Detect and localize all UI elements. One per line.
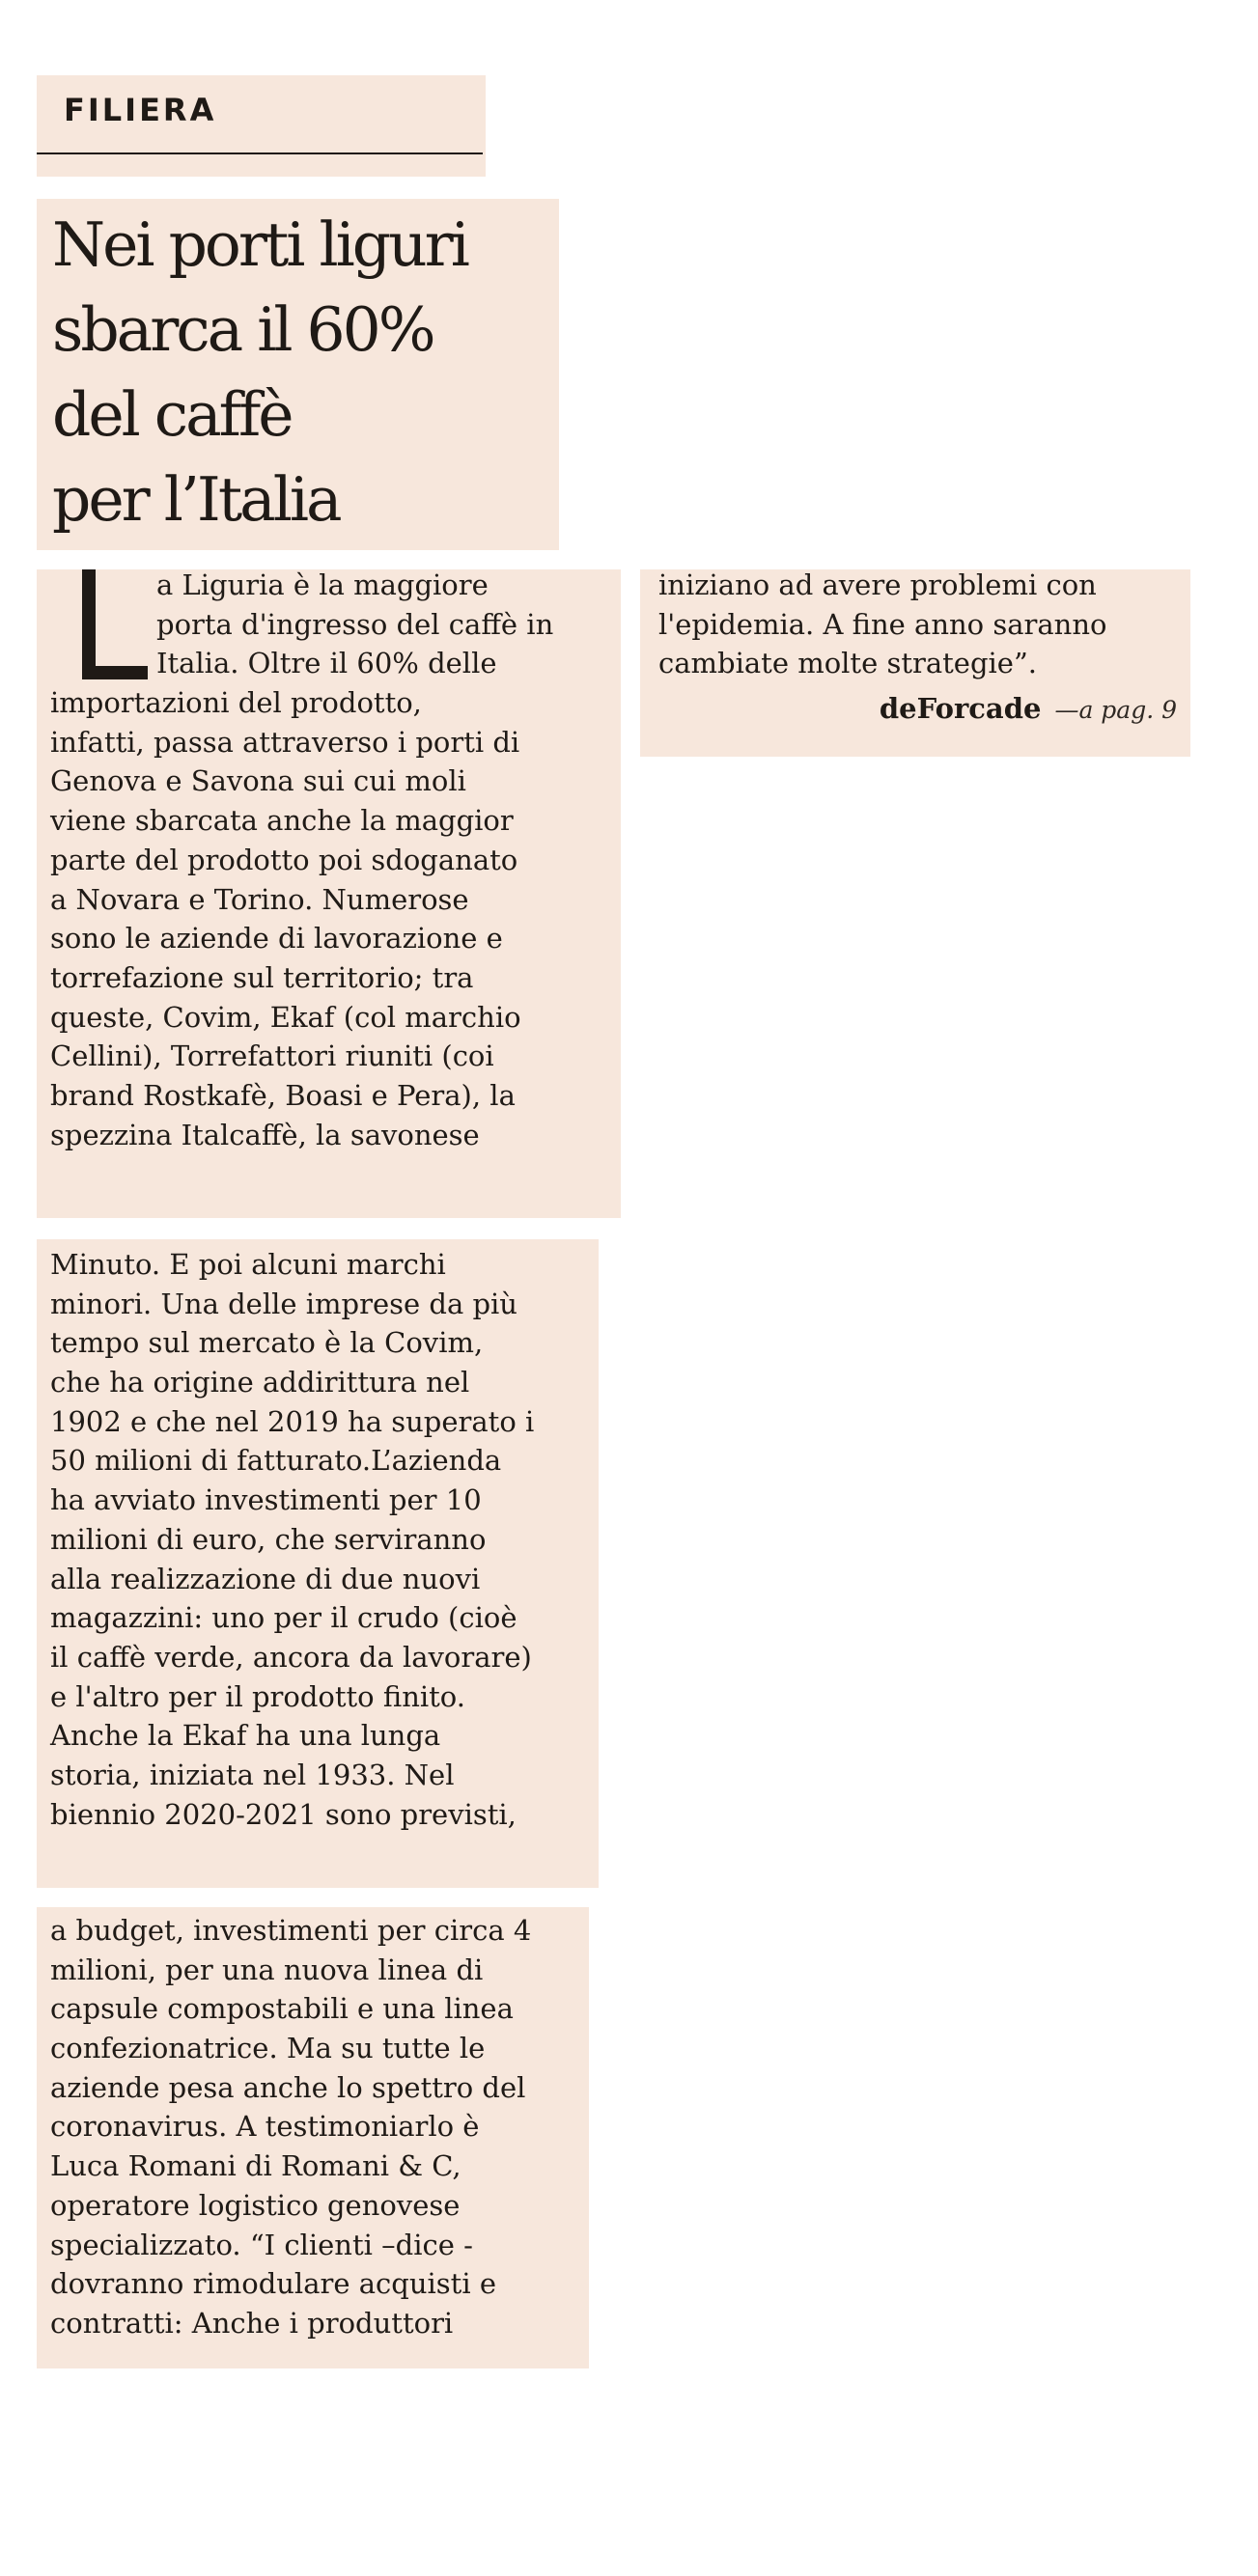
text-line: viene sbarcata anche la maggior <box>50 804 514 838</box>
text-line: porta d'ingresso del caffè in <box>156 607 554 641</box>
text-line: Luca Romani di Romani & C, <box>50 2149 461 2183</box>
text-line: milioni di euro, che serviranno <box>50 1522 487 1556</box>
text-line: queste, Covim, Ekaf (col marchio <box>50 1000 521 1034</box>
text-line: Anche la Ekaf ha una lunga <box>50 1719 441 1753</box>
text-line: infatti, passa attraverso i porti di <box>50 725 520 759</box>
text-line: storia, iniziata nel 1933. Nel <box>50 1758 455 1791</box>
text-line: contratti: Anche i produttori <box>50 2306 454 2340</box>
text-line: 1902 e che nel 2019 ha superato i <box>50 1404 535 1438</box>
text-line: brand Rostkafè, Boasi e Pera), la <box>50 1078 516 1112</box>
article-column-2 <box>50 1245 534 1834</box>
headline-line: sbarca il 60% <box>52 294 433 365</box>
text-line: iniziano ad avere problemi con <box>658 568 1097 601</box>
text-line: torrefazione sul territorio; tra <box>50 960 474 994</box>
text-line: operatore logistico genovese <box>50 2188 461 2222</box>
text-line: a Novara e Torino. Numerose <box>50 882 469 916</box>
text-line: dovranno rimodulare acquisti e <box>50 2267 496 2301</box>
article-column-4 <box>658 566 1107 683</box>
article-column-3 <box>50 1911 531 2343</box>
text-line: alla realizzazione di due nuovi <box>50 1562 481 1595</box>
text-line: tempo sul mercato è la Covim, <box>50 1326 484 1360</box>
article-signoff <box>640 689 1190 730</box>
article-column-1 <box>50 566 553 1154</box>
text-line: cambiate molte strategie”. <box>658 647 1038 680</box>
text-line: a Liguria è la maggiore <box>156 568 489 601</box>
text-line: l'epidemia. A fine anno saranno <box>658 607 1107 641</box>
author-name: deForcade <box>879 692 1042 725</box>
page-reference-link[interactable]: —a pag. 9 <box>1054 696 1177 724</box>
text-line: capsule compostabili e una linea <box>50 1992 514 2026</box>
text-line: Minuto. E poi alcuni marchi <box>50 1248 446 1281</box>
text-line: spezzina Italcaffè, la savonese <box>50 1118 480 1151</box>
text-line: confezionatrice. Ma su tutte le <box>50 2032 486 2065</box>
text-line: parte del prodotto poi sdoganato <box>50 843 518 876</box>
headline-line: Nei porti liguri <box>52 209 467 280</box>
kicker-divider <box>37 152 483 154</box>
text-line: magazzini: uno per il crudo (cioè <box>50 1601 517 1635</box>
text-line: Cellini), Torrefattori riuniti (coi <box>50 1039 494 1073</box>
text-line: Genova e Savona sui cui moli <box>50 764 466 798</box>
headline-line: per l’Italia <box>52 464 340 535</box>
text-line: che ha origine addirittura nel <box>50 1366 470 1399</box>
text-line: biennio 2020-2021 sono previsti, <box>50 1797 517 1831</box>
text-line: il caffè verde, ancora da lavorare) <box>50 1640 532 1674</box>
text-line: 50 milioni di fatturato.L’azienda <box>50 1444 502 1478</box>
text-line: ha avviato investimenti per 10 <box>50 1483 482 1517</box>
text-line: aziende pesa anche lo spettro del <box>50 2070 526 2104</box>
article-headline <box>52 203 559 542</box>
headline-line: del caffè <box>52 379 292 450</box>
text-line: importazioni del prodotto, <box>50 686 422 720</box>
section-kicker: FILIERA <box>64 92 217 128</box>
text-line: e l'altro per il prodotto finito. <box>50 1679 465 1713</box>
text-line: Italia. Oltre il 60% delle <box>156 647 497 680</box>
text-line: coronavirus. A testimoniarlo è <box>50 2110 480 2144</box>
text-line: milioni, per una nuova linea di <box>50 1953 484 1986</box>
text-line: sono le aziende di lavorazione e <box>50 922 503 956</box>
text-line: minori. Una delle imprese da più <box>50 1287 517 1320</box>
text-line: a budget, investimenti per circa 4 <box>50 1914 532 1947</box>
text-line: specializzato. “I clienti –dice - <box>50 2228 473 2261</box>
